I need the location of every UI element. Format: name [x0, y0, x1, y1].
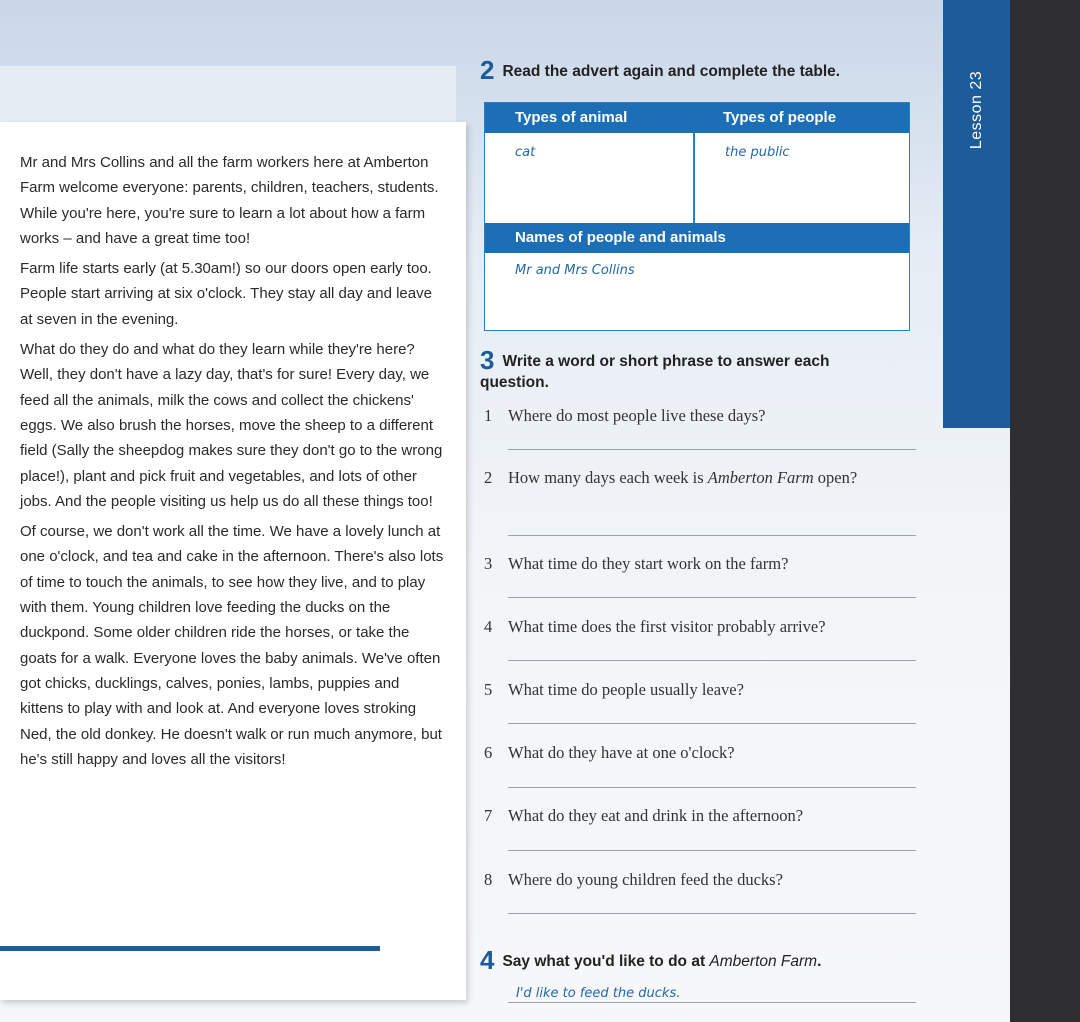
exercise-number: 2	[480, 55, 495, 85]
question-number: 6	[484, 743, 493, 762]
column-divider	[693, 133, 695, 223]
question-text: What do they have at one o'clock?	[508, 743, 735, 762]
question-text: How many days each week is	[508, 468, 708, 487]
answer-line-ex4[interactable]	[508, 1002, 916, 1003]
question-number: 7	[484, 806, 493, 825]
answer-line-2[interactable]	[508, 535, 916, 536]
question-text: What time does the first visitor probably arrive?	[508, 617, 826, 636]
col-header-animal: Types of animal	[515, 109, 628, 126]
col-header-people: Types of people	[723, 109, 837, 126]
question-2	[484, 468, 914, 488]
question-3	[484, 554, 914, 574]
exercise-3-heading	[480, 345, 880, 393]
answer-line-1[interactable]	[508, 449, 916, 450]
question-6	[484, 743, 914, 763]
table-header-row	[485, 103, 909, 133]
advert-text	[20, 150, 445, 777]
instruction-end: .	[817, 953, 822, 970]
question-number: 8	[484, 870, 493, 889]
exercise-4-answer[interactable]: I'd like to feed the ducks.	[516, 986, 681, 1001]
advert-paragraph: Farm life starts early (at 5.30am!) so our doors open early too. People start arriving at six o'clock. They stay all day and leave at seven in the evening.	[20, 260, 432, 328]
question-number: 2	[484, 468, 493, 487]
exercise-instruction: Say what you'd like to do at	[502, 953, 710, 970]
farm-name: Amberton Farm	[709, 953, 818, 970]
advert-card-header	[0, 66, 456, 122]
question-number: 5	[484, 680, 493, 699]
question-text: What time do they start work on the farm?	[508, 554, 789, 573]
card-bottom-rule	[0, 946, 380, 951]
question-1	[484, 406, 914, 426]
animals-people-table	[484, 102, 910, 331]
question-8	[484, 870, 914, 890]
advert-paragraph: Of course, we don't work all the time. We have a lovely lunch at one o'clock, and tea and cake in the afternoon. There's also lots of time to touch the animals, to see how they live, and to play with them. Young children love feeding the ducks on the duckpond. Some older children ride the horses, or take the goats for a walk. Everyone loves the baby animals. We've often got chicks, ducklings, calves, ponies, lambs, puppies and kittens to play with and look at. And everyone loves stroking Ned, the old donkey. He doesn't walk or run much anymore, but he's still happy and loves all the visitors!	[20, 523, 444, 768]
exercise-2-heading	[480, 55, 841, 85]
question-5	[484, 680, 914, 700]
question-text: What do they eat and drink in the afternoon?	[508, 806, 804, 825]
question-number: 3	[484, 554, 493, 573]
animal-answer[interactable]: cat	[515, 145, 536, 160]
advert-paragraph: What do they do and what do they learn while they're here? Well, they don't have a lazy day, that's for sure! Every day, we feed all the animals, milk the cows and collect the chickens' eggs. We also brush the horses, move the sheep to a different field (Sally the sheepdog makes sure they don't go to the wrong place!), plant and pick fruit and vegetables, and lots of other jobs. And the people visiting us help us do all these things too!	[20, 341, 443, 510]
people-answer[interactable]: the public	[725, 145, 790, 160]
page-edge-shadow	[1010, 0, 1080, 1022]
answer-line-4[interactable]	[508, 660, 916, 661]
question-number: 4	[484, 617, 493, 636]
exercise-instruction: Read the advert again and complete the table.	[502, 63, 841, 80]
question-4	[484, 617, 914, 637]
exercise-number: 4	[480, 945, 495, 975]
advert-paragraph: Mr and Mrs Collins and all the farm workers here at Amberton Farm welcome everyone: parents, children, teachers, students. While you're here, you're sure to learn a lot about how a farm works – and have a great time too!	[20, 154, 439, 247]
table-names-header-row	[485, 223, 909, 253]
question-7	[484, 806, 914, 826]
question-text-end: open?	[813, 468, 858, 487]
answer-line-6[interactable]	[508, 787, 916, 788]
exercise-number: 3	[480, 345, 495, 375]
question-text: Where do young children feed the ducks?	[508, 870, 783, 889]
names-answer[interactable]: Mr and Mrs Collins	[515, 263, 635, 278]
lesson-label: Lesson 23	[967, 70, 985, 150]
exercise-instruction: Write a word or short phrase to answer each question.	[480, 353, 830, 391]
question-number: 1	[484, 406, 493, 425]
answer-line-7[interactable]	[508, 850, 916, 851]
farm-name: Amberton Farm	[707, 468, 814, 487]
answer-line-8[interactable]	[508, 913, 916, 914]
names-header: Names of people and animals	[515, 229, 726, 246]
lesson-side-tab	[943, 0, 1010, 428]
answer-line-5[interactable]	[508, 723, 916, 724]
answer-line-3[interactable]	[508, 597, 916, 598]
exercise-4-heading	[480, 945, 822, 975]
question-text: Where do most people live these days?	[508, 406, 766, 425]
question-text: What time do people usually leave?	[508, 680, 744, 699]
